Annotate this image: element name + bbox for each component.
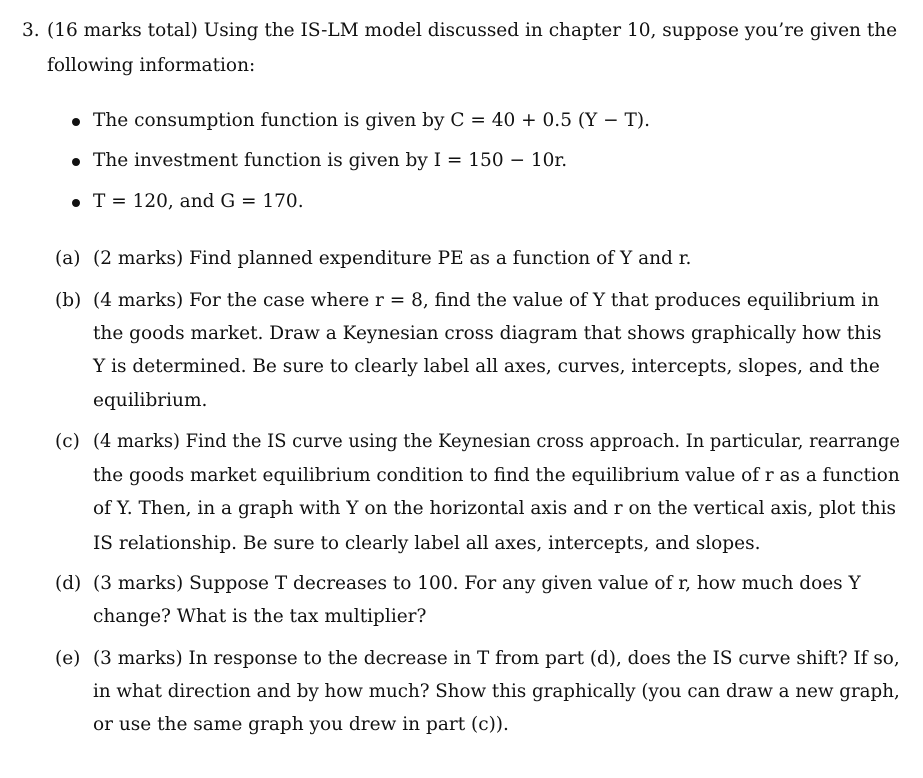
part-d-line-1: (3 marks) Suppose T decreases to 100. For any given value of r, how much does Y	[93, 573, 861, 594]
question-number: 3.	[22, 20, 40, 41]
part-d-line-2: change? What is the tax multiplier?	[93, 606, 427, 627]
bullet-dot-1	[72, 118, 80, 126]
part-b-line-3: Y is determined. Be sure to clearly label all axes, curves, intercepts, slopes, and the	[93, 356, 880, 377]
bullet-investment-function: The investment function is given by I = 150 − 10r.	[93, 150, 568, 171]
question-intro-line-1: (16 marks total) Using the IS-LM model discussed in chapter 10, suppose you’re given the	[47, 20, 898, 41]
part-c-line-4: IS relationship. Be sure to clearly label all axes, intercepts, and slopes.	[93, 533, 761, 554]
part-c-line-3: of Y. Then, in a graph with Y on the horizontal axis and r on the vertical axis, plot this	[93, 498, 897, 519]
part-b-label: (b)	[55, 290, 82, 311]
bullet-dot-2	[72, 158, 80, 166]
part-a-label: (a)	[55, 248, 81, 269]
part-e-label: (e)	[55, 648, 81, 669]
part-a-line-1: (2 marks) Find planned expenditure PE as a function of Y and r.	[93, 248, 692, 269]
part-b-line-2: the goods market. Draw a Keynesian cross diagram that shows graphically how this	[93, 323, 882, 344]
bullet-dot-3	[72, 199, 80, 207]
question-intro-line-2: following information:	[47, 55, 256, 76]
part-e-line-3: or use the same graph you drew in part (c)).	[93, 714, 509, 735]
part-b-line-1: (4 marks) For the case where r = 8, find the value of Y that produces equilibrium in	[93, 290, 880, 311]
bullet-consumption-function: The consumption function is given by C = 40 + 0.5 (Y − T).	[93, 110, 650, 131]
part-c-line-1: (4 marks) Find the IS curve using the Keynesian cross approach. In particular, rearrange	[93, 431, 900, 452]
part-d-label: (d)	[55, 573, 82, 594]
part-e-line-1: (3 marks) In response to the decrease in T from part (d), does the IS curve shift? If so,	[93, 648, 900, 669]
part-b-line-4: equilibrium.	[93, 390, 208, 411]
part-c-label: (c)	[55, 431, 80, 452]
part-c-line-2: the goods market equilibrium condition to find the equilibrium value of r as a function	[93, 465, 900, 486]
part-e-line-2: in what direction and by how much? Show this graphically (you can draw a new graph,	[93, 681, 900, 702]
bullet-taxes-government: T = 120, and G = 170.	[93, 191, 304, 212]
